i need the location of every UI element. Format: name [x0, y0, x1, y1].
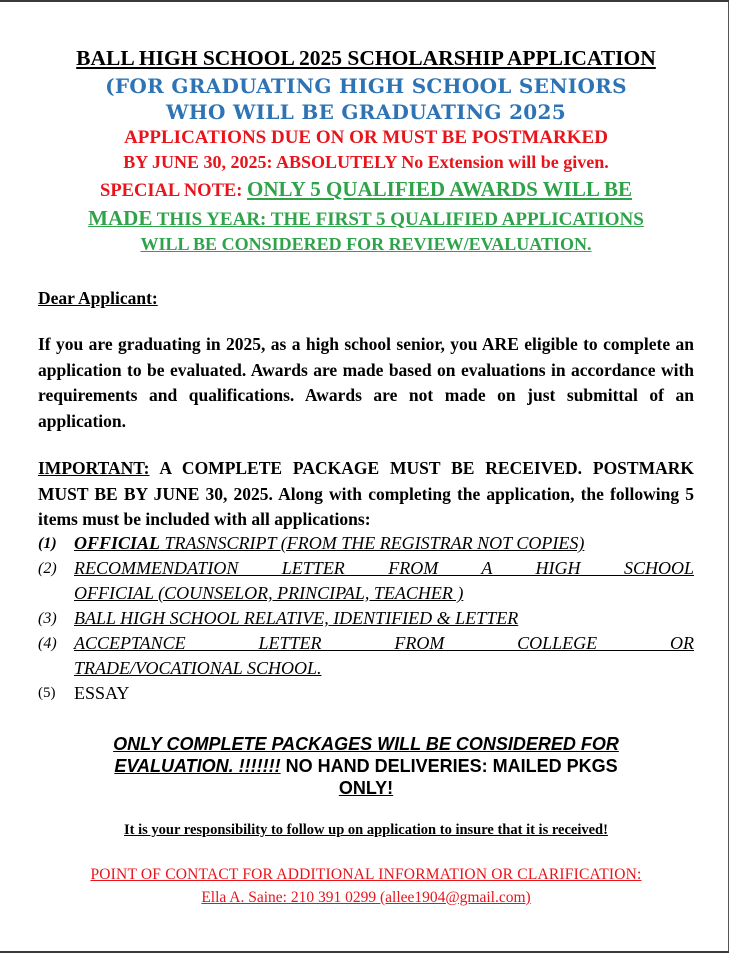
important-label: IMPORTANT:	[38, 458, 150, 478]
eligibility-line-1: (FOR GRADUATING HIGH SCHOOL SENIORS	[105, 74, 627, 98]
notice-line-1: ONLY COMPLETE PACKAGES WILL BE CONSIDERED FOR	[113, 734, 619, 754]
special-note-made: MADE	[88, 206, 153, 230]
item-number: (1)	[38, 535, 57, 552]
list-item	[38, 631, 694, 656]
responsibility-note: It is your responsibility to follow up on application to insure that it is received!	[124, 822, 608, 838]
list-item-continued	[38, 656, 694, 681]
notice-line-2	[38, 755, 694, 777]
special-note-line-3: WILL BE CONSIDERED FOR REVIEW/EVALUATION.	[140, 234, 592, 254]
special-note-label: SPECIAL NOTE:	[100, 181, 248, 201]
item-number: (4)	[38, 635, 57, 652]
special-note-line-2	[38, 208, 694, 229]
notice-evaluation: EVALUATION. !!!!!!!	[114, 756, 281, 776]
item-text	[74, 656, 694, 681]
list-item	[38, 681, 694, 706]
contact-heading: POINT OF CONTACT FOR ADDITIONAL INFORMATION OR CLARIFICATION:	[90, 866, 642, 883]
list-item-continued	[38, 581, 694, 606]
list-item	[38, 606, 694, 631]
item-text: OFFICIAL (COUNSELOR, PRINCIPAL, TEACHER )	[74, 583, 464, 603]
requirements-paragraph	[38, 456, 694, 533]
list-item	[38, 556, 694, 581]
eligibility-paragraph: If you are graduating in 2025, as a high school senior, you ARE eligible to complete an application to be evaluated. Awards are made based on evaluations in accordance with requirements and qualifications. Awards are not made on just submittal of an application.	[38, 334, 694, 431]
item-text: BALL HIGH SCHOOL RELATIVE, IDENTIFIED & LETTER	[74, 608, 519, 628]
item-official: OFFICIAL	[74, 533, 161, 553]
notice-line-3: ONLY!	[338, 778, 394, 798]
document-title: BALL HIGH SCHOOL 2025 SCHOLARSHIP APPLICATION	[76, 46, 656, 70]
item-text: ESSAY	[74, 683, 130, 703]
contact-details[interactable]: Ella A. Saine: 210 391 0299 (allee1904@gmail.com)	[201, 889, 531, 906]
item-text: ACCEPTANCE LETTER FROM COLLEGE OR	[74, 633, 694, 653]
item-number: (2)	[38, 560, 57, 577]
notice-no-hand-deliveries: NO HAND DELIVERIES: MAILED PKGS	[280, 756, 618, 776]
special-note-first-five: THIS YEAR: THE FIRST 5 QUALIFIED APPLICATIONS	[152, 209, 644, 230]
complete-packages-notice	[38, 733, 694, 799]
deadline-line-2: BY JUNE 30, 2025: ABSOLUTELY No Extension will be given.	[123, 152, 609, 172]
item-text: RECOMMENDATION LETTER FROM A HIGH SCHOOL	[74, 558, 694, 578]
special-note-line-1	[38, 179, 694, 201]
requirements-text: A COMPLETE PACKAGE MUST BE RECEIVED. POSTMARK MUST BE BY JUNE 30, 2025. Along with completing the application, the following 5 items must be included with all applications:	[38, 458, 694, 529]
list-item	[38, 531, 694, 556]
special-note-awards: ONLY 5 QUALIFIED AWARDS WILL BE	[247, 177, 632, 201]
item-transcript: TRASNSCRIPT (FROM THE REGISTRAR NOT COPIES)	[160, 533, 585, 553]
eligibility-line-2: WHO WILL BE GRADUATING 2025	[166, 100, 566, 124]
required-items-list	[38, 531, 694, 706]
salutation: Dear Applicant:	[38, 288, 158, 308]
item-number: (3)	[38, 610, 57, 627]
item-text	[74, 531, 694, 556]
item-trade-school: TRADE/VOCATIONAL SCHOOL	[74, 658, 317, 678]
item-period: .	[317, 658, 322, 678]
deadline-line-1: APPLICATIONS DUE ON OR MUST BE POSTMARKED	[124, 127, 608, 148]
item-number: (5)	[38, 685, 56, 701]
